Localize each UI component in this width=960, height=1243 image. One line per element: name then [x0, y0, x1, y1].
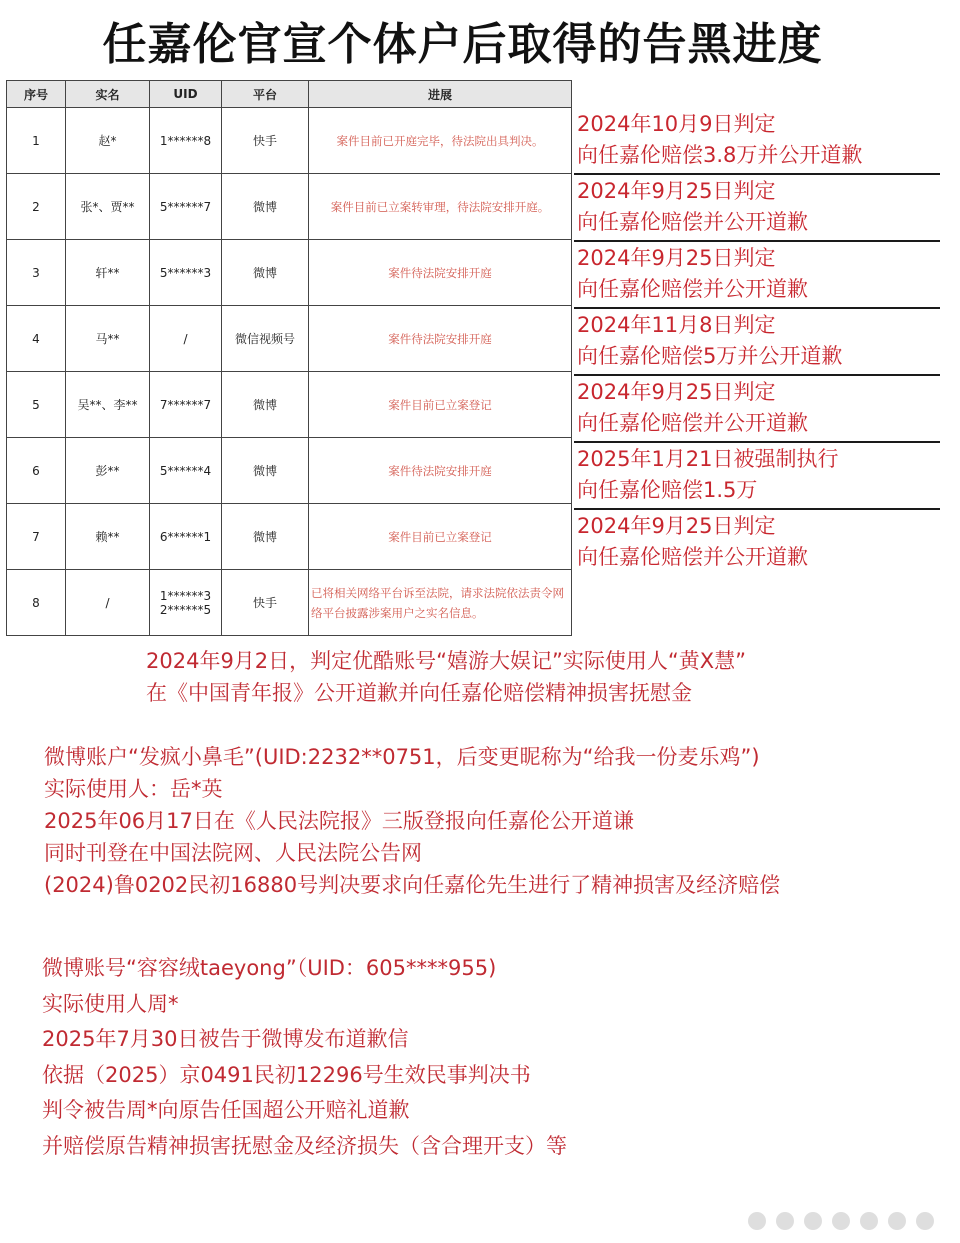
side-note-date: 2024年9月25日判定	[577, 380, 776, 404]
watermark-dot-icon	[832, 1212, 850, 1230]
side-note-result: 向任嘉伦赔偿3.8万并公开道歉	[577, 143, 863, 167]
side-note-result: 向任嘉伦赔偿1.5万	[577, 478, 758, 502]
col-header-platform: 平台	[222, 81, 309, 108]
watermark-dot-icon	[916, 1212, 934, 1230]
side-note-date: 2024年9月25日判定	[577, 246, 776, 270]
text-line: 微博账号“容容绒taeyong”（UID：605****955)	[42, 956, 497, 980]
cell-uid-line: 2******5	[159, 602, 212, 617]
col-header-progress: 进展	[309, 81, 572, 108]
text-line: 实际使用人：岳*英	[44, 777, 223, 801]
table-row	[7, 306, 572, 372]
cell-progress: 案件待法院安排开庭	[309, 306, 572, 372]
side-note-result: 向任嘉伦赔偿5万并公开道歉	[577, 344, 843, 368]
page-title: 任嘉伦官宣个体户后取得的告黑进度	[102, 19, 823, 70]
cell-name: /	[66, 570, 150, 636]
cell-no: 2	[7, 174, 66, 240]
cell-platform: 快手	[222, 108, 309, 174]
side-note-date: 2024年9月25日判定	[577, 514, 776, 538]
watermark-dot-icon	[888, 1212, 906, 1230]
table-row	[7, 174, 572, 240]
cell-progress: 案件目前已立案登记	[309, 504, 572, 570]
watermark-dot-icon	[776, 1212, 794, 1230]
cell-uid: 6******1	[150, 504, 222, 570]
table-row	[7, 240, 572, 306]
cell-no: 8	[7, 570, 66, 636]
side-note	[574, 176, 940, 242]
col-header-uid: UID	[150, 81, 222, 108]
cell-name: 吴**、李**	[66, 372, 150, 438]
cell-name: 赖**	[66, 504, 150, 570]
table-header-row	[7, 81, 572, 108]
text-line: 2025年06月17日在《人民法院报》三版登报向任嘉伦公开道谦	[44, 809, 634, 833]
side-note	[574, 109, 940, 175]
cell-progress: 案件目前已立案转审理，待法院安排开庭。	[309, 174, 572, 240]
cell-uid: /	[150, 306, 222, 372]
cell-progress: 案件目前已立案登记	[309, 372, 572, 438]
watermark-dot-icon	[804, 1212, 822, 1230]
table-row	[7, 372, 572, 438]
cell-name: 轩**	[66, 240, 150, 306]
side-note-date: 2025年1月21日被强制执行	[577, 447, 839, 471]
cell-progress: 案件目前已开庭完毕，待法院出具判决。	[309, 108, 572, 174]
side-note-result: 向任嘉伦赔偿并公开道歉	[577, 411, 808, 435]
cell-platform: 微博	[222, 504, 309, 570]
cell-progress: 案件待法院安排开庭	[309, 240, 572, 306]
cell-no: 6	[7, 438, 66, 504]
cell-platform: 微博	[222, 372, 309, 438]
text-line: (2024)鲁0202民初16880号判决要求向任嘉伦先生进行了精神损害及经济赔偿	[44, 873, 781, 897]
side-note-result: 向任嘉伦赔偿并公开道歉	[577, 545, 808, 569]
side-note	[574, 310, 940, 376]
cell-platform: 微博	[222, 174, 309, 240]
weibo-case-block-1	[44, 741, 780, 901]
text-line: 2024年9月2日，判定优酷账号“嬉游大娱记”实际使用人“黄X慧”	[146, 649, 747, 673]
watermark-dot-icon	[860, 1212, 878, 1230]
cell-name: 张*、贾**	[66, 174, 150, 240]
cell-platform: 微博	[222, 438, 309, 504]
side-note	[574, 243, 940, 309]
cell-no: 3	[7, 240, 66, 306]
cell-no: 7	[7, 504, 66, 570]
side-note-date: 2024年9月25日判定	[577, 179, 776, 203]
side-note	[574, 377, 940, 443]
cell-progress: 案件待法院安排开庭	[309, 438, 572, 504]
side-note	[574, 444, 940, 510]
cell-platform: 微博	[222, 240, 309, 306]
text-line: 2025年7月30日被告于微博发布道歉信	[42, 1027, 409, 1051]
cell-uid: 5******7	[150, 174, 222, 240]
cell-uid: 1******8	[150, 108, 222, 174]
col-header-no: 序号	[7, 81, 66, 108]
cell-name: 赵*	[66, 108, 150, 174]
col-header-name: 实名	[66, 81, 150, 108]
side-note-date: 2024年10月9日判定	[577, 112, 776, 136]
table-row	[7, 438, 572, 504]
text-line: 实际使用人周*	[42, 991, 179, 1016]
cell-name: 马**	[66, 306, 150, 372]
text-line: 依据（2025）京0491民初12296号生效民事判决书	[42, 1062, 531, 1087]
cell-uid: 5******4	[150, 438, 222, 504]
cell-uid: 5******3	[150, 240, 222, 306]
text-line: 同时刊登在中国法院网、人民法院公告网	[44, 841, 422, 865]
side-note-result: 向任嘉伦赔偿并公开道歉	[577, 210, 808, 234]
text-line: 并赔偿原告精神损害抚慰金及经济损失（含合理开支）等	[42, 1133, 567, 1158]
side-note-date: 2024年11月8日判定	[577, 313, 776, 337]
cell-no: 4	[7, 306, 66, 372]
case-table	[6, 80, 572, 636]
cell-uid-line: 1******3	[159, 588, 212, 603]
side-note	[574, 511, 940, 575]
table-row	[7, 108, 572, 174]
cell-uid: 7******7	[150, 372, 222, 438]
cell-platform: 微信视频号	[222, 306, 309, 372]
cell-progress: 已将相关网络平台诉至法院，请求法院依法责令网络平台披露涉案用户之实名信息。	[309, 570, 572, 636]
watermark-dot-icon	[748, 1212, 766, 1230]
cell-platform: 快手	[222, 570, 309, 636]
table-row	[7, 570, 572, 636]
weibo-case-block-2	[42, 951, 567, 1164]
table-row	[7, 504, 572, 570]
cell-no: 5	[7, 372, 66, 438]
cell-no: 1	[7, 108, 66, 174]
cell-uid	[150, 570, 222, 636]
youku-case-block	[146, 645, 746, 709]
text-line: 在《中国青年报》公开道歉并向任嘉伦赔偿精神损害抚慰金	[146, 681, 692, 705]
text-line: 微博账户“发疯小鼻毛”(UID:2232**0751，后变更昵称为“给我一份麦乐鸡”)	[44, 745, 760, 769]
cell-name: 彭**	[66, 438, 150, 504]
watermark-dots	[748, 1212, 934, 1230]
side-note-result: 向任嘉伦赔偿并公开道歉	[577, 277, 808, 301]
text-line: 判令被告周*向原告任国超公开赔礼道歉	[42, 1098, 410, 1122]
